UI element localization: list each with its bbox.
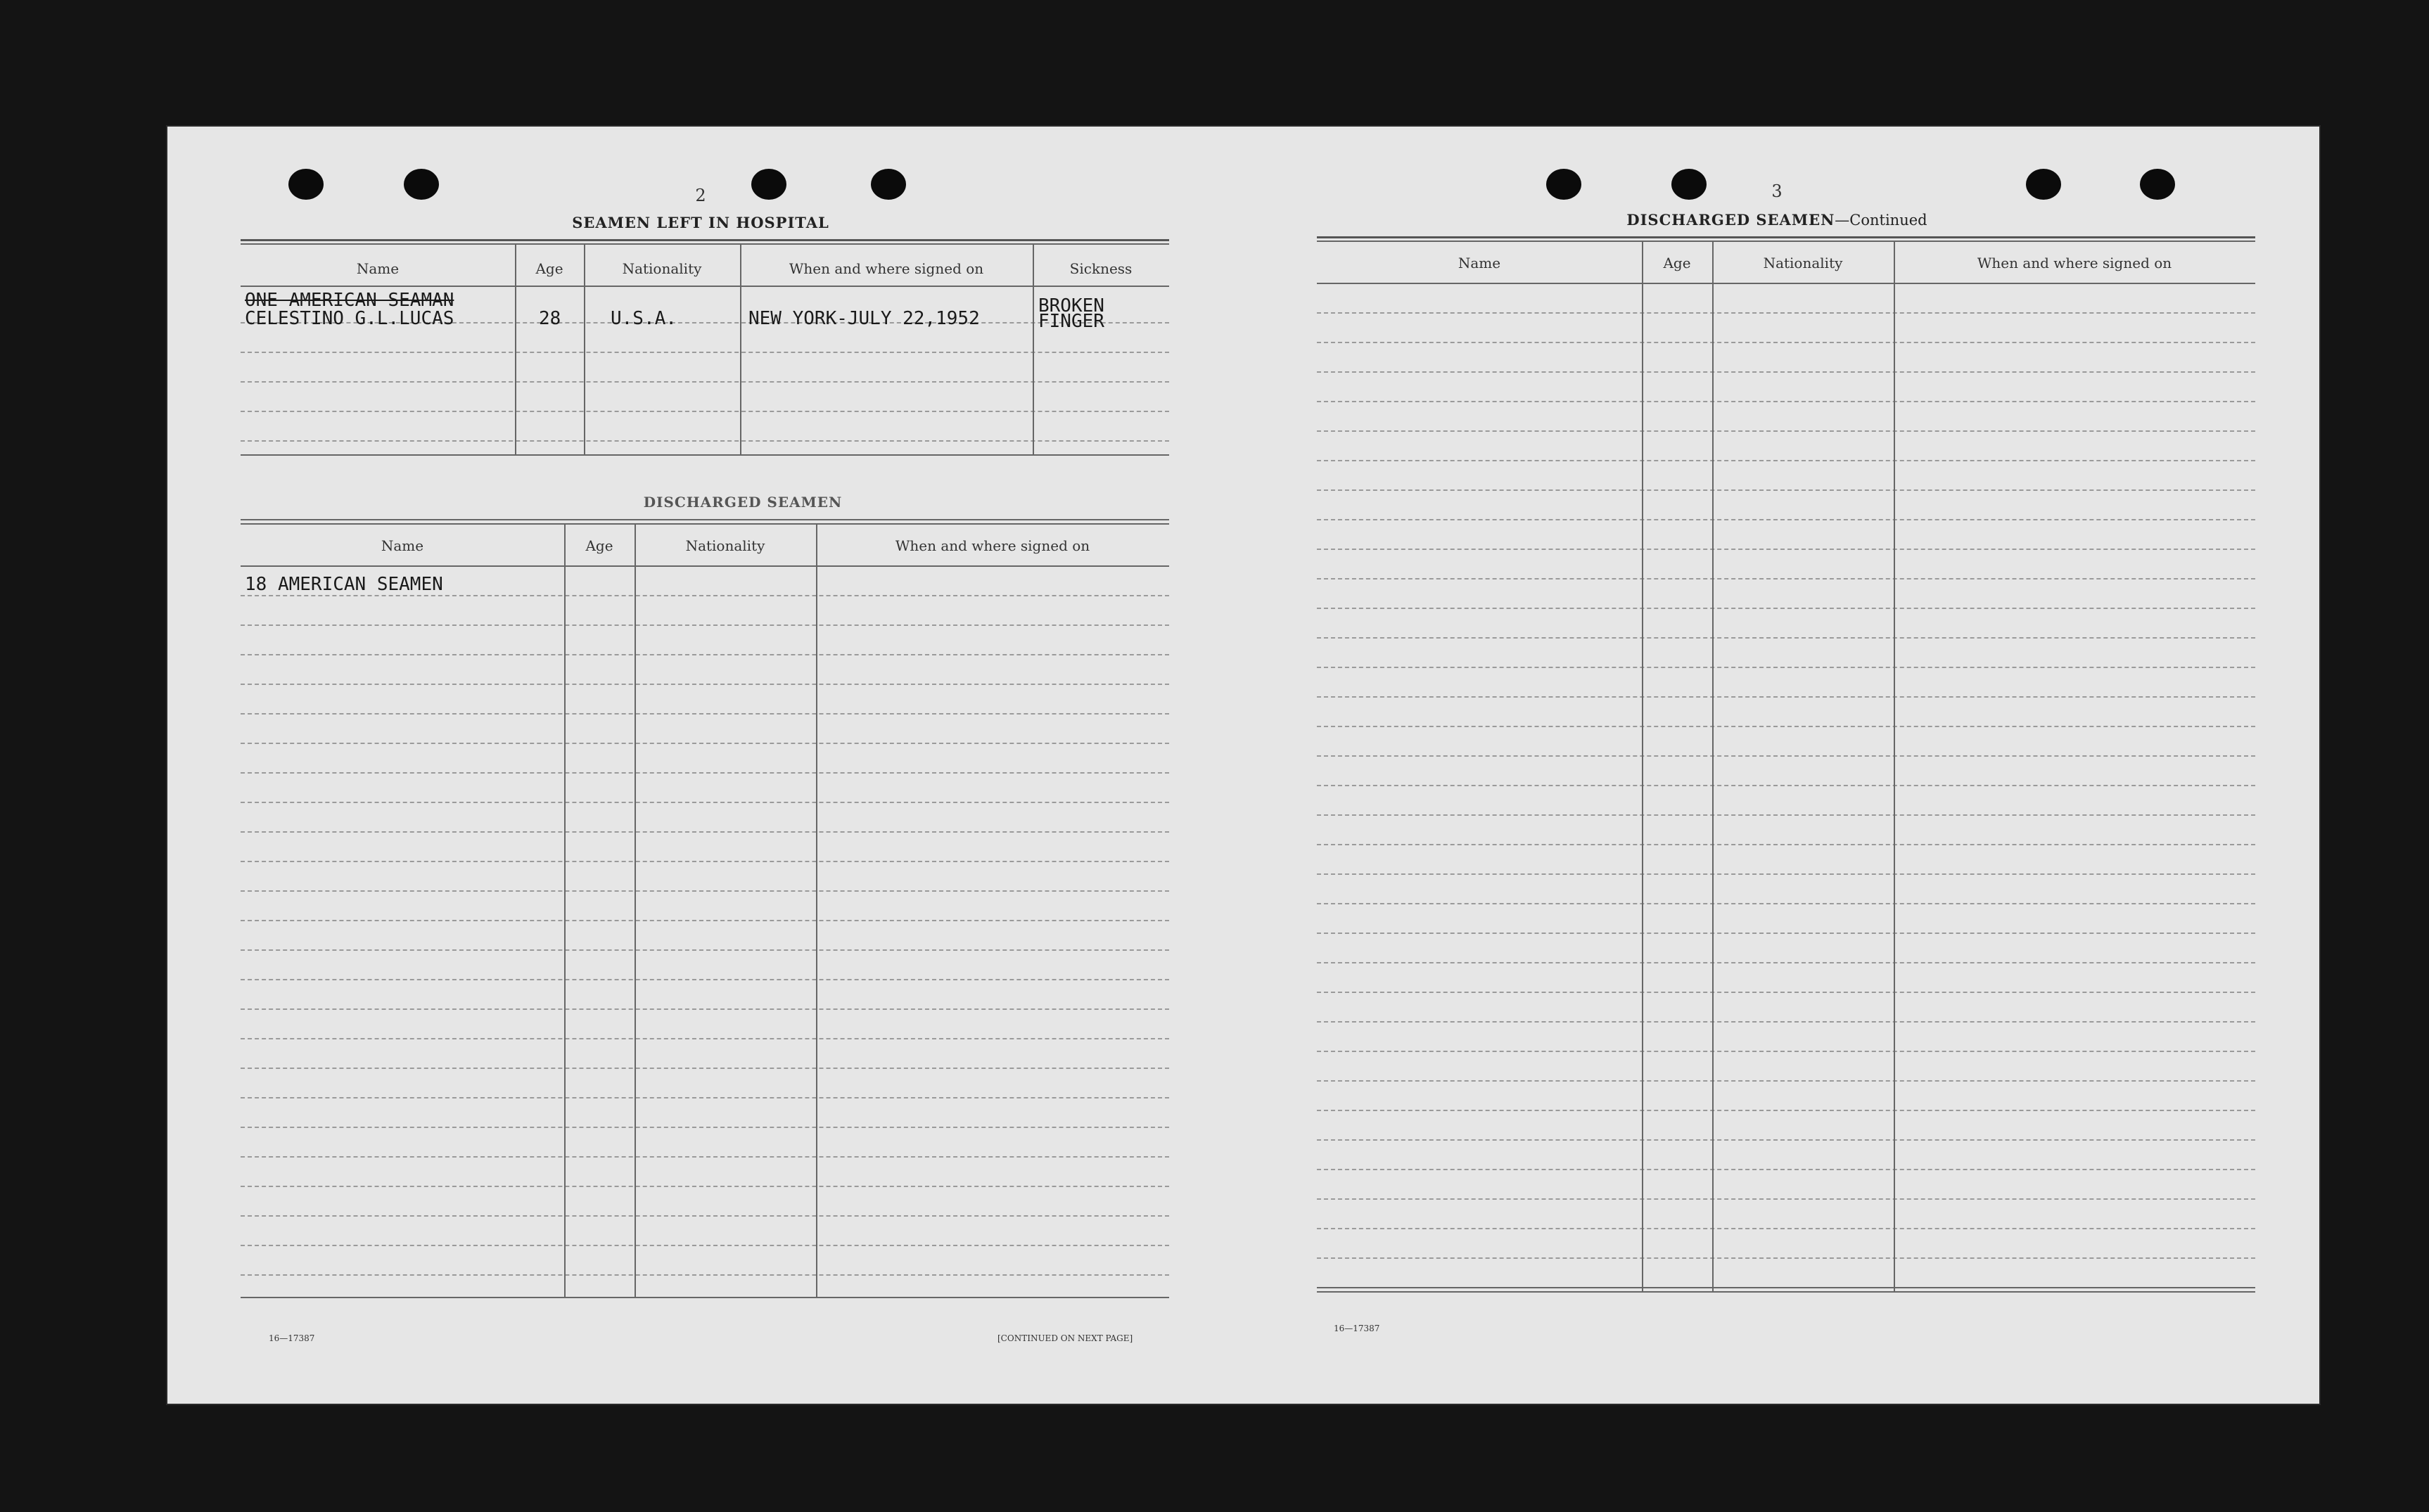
col-signed-on: When and where signed on [895, 537, 1090, 554]
page-number: 2 [695, 186, 706, 205]
left-page [166, 125, 1242, 1405]
col-age: Age [585, 537, 613, 554]
page-number: 3 [1771, 181, 1783, 201]
entry-name: 18 AMERICAN SEAMEN [245, 574, 443, 595]
col-sickness: Sickness [1069, 260, 1133, 277]
col-signed-on: When and where signed on [789, 260, 984, 277]
col-age: Age [535, 260, 563, 277]
continued-note: [CONTINUED ON NEXT PAGE] [997, 1333, 1133, 1343]
hospital-section-title: SEAMEN LEFT IN HOSPITAL [572, 214, 829, 231]
col-signed-on: When and where signed on [1977, 255, 2172, 271]
discharged-continued-title: DISCHARGED SEAMEN—Continued [1626, 211, 1927, 229]
document-sheet [166, 125, 2321, 1405]
col-age: Age [1663, 255, 1691, 271]
col-nationality: Nationality [1763, 255, 1843, 271]
discharged-table [241, 519, 1169, 1321]
entry-sickness: BROKEN [1038, 295, 1104, 316]
discharged-section-title: DISCHARGED SEAMEN [643, 494, 843, 511]
col-name: Name [1458, 255, 1501, 271]
entry-nationality: U.S.A. [611, 308, 677, 329]
col-nationality: Nationality [685, 537, 765, 554]
entry-sickness: FINGER [1038, 311, 1104, 332]
entry-age: 28 [539, 308, 561, 329]
col-name: Name [356, 260, 400, 277]
right-page [1242, 125, 2321, 1405]
struck-entry-name: ONE AMERICAN SEAMAN [245, 290, 454, 311]
form-number: 16—17387 [269, 1333, 315, 1343]
col-nationality: Nationality [622, 260, 702, 277]
form-number: 16—17387 [1334, 1324, 1380, 1333]
entry-name: CELESTINO G.L.LUCAS [245, 308, 454, 329]
col-name: Name [381, 537, 424, 554]
discharged-continued-table [1317, 236, 2255, 1319]
entry-signed-on: NEW YORK-JULY 22,1952 [748, 308, 980, 329]
